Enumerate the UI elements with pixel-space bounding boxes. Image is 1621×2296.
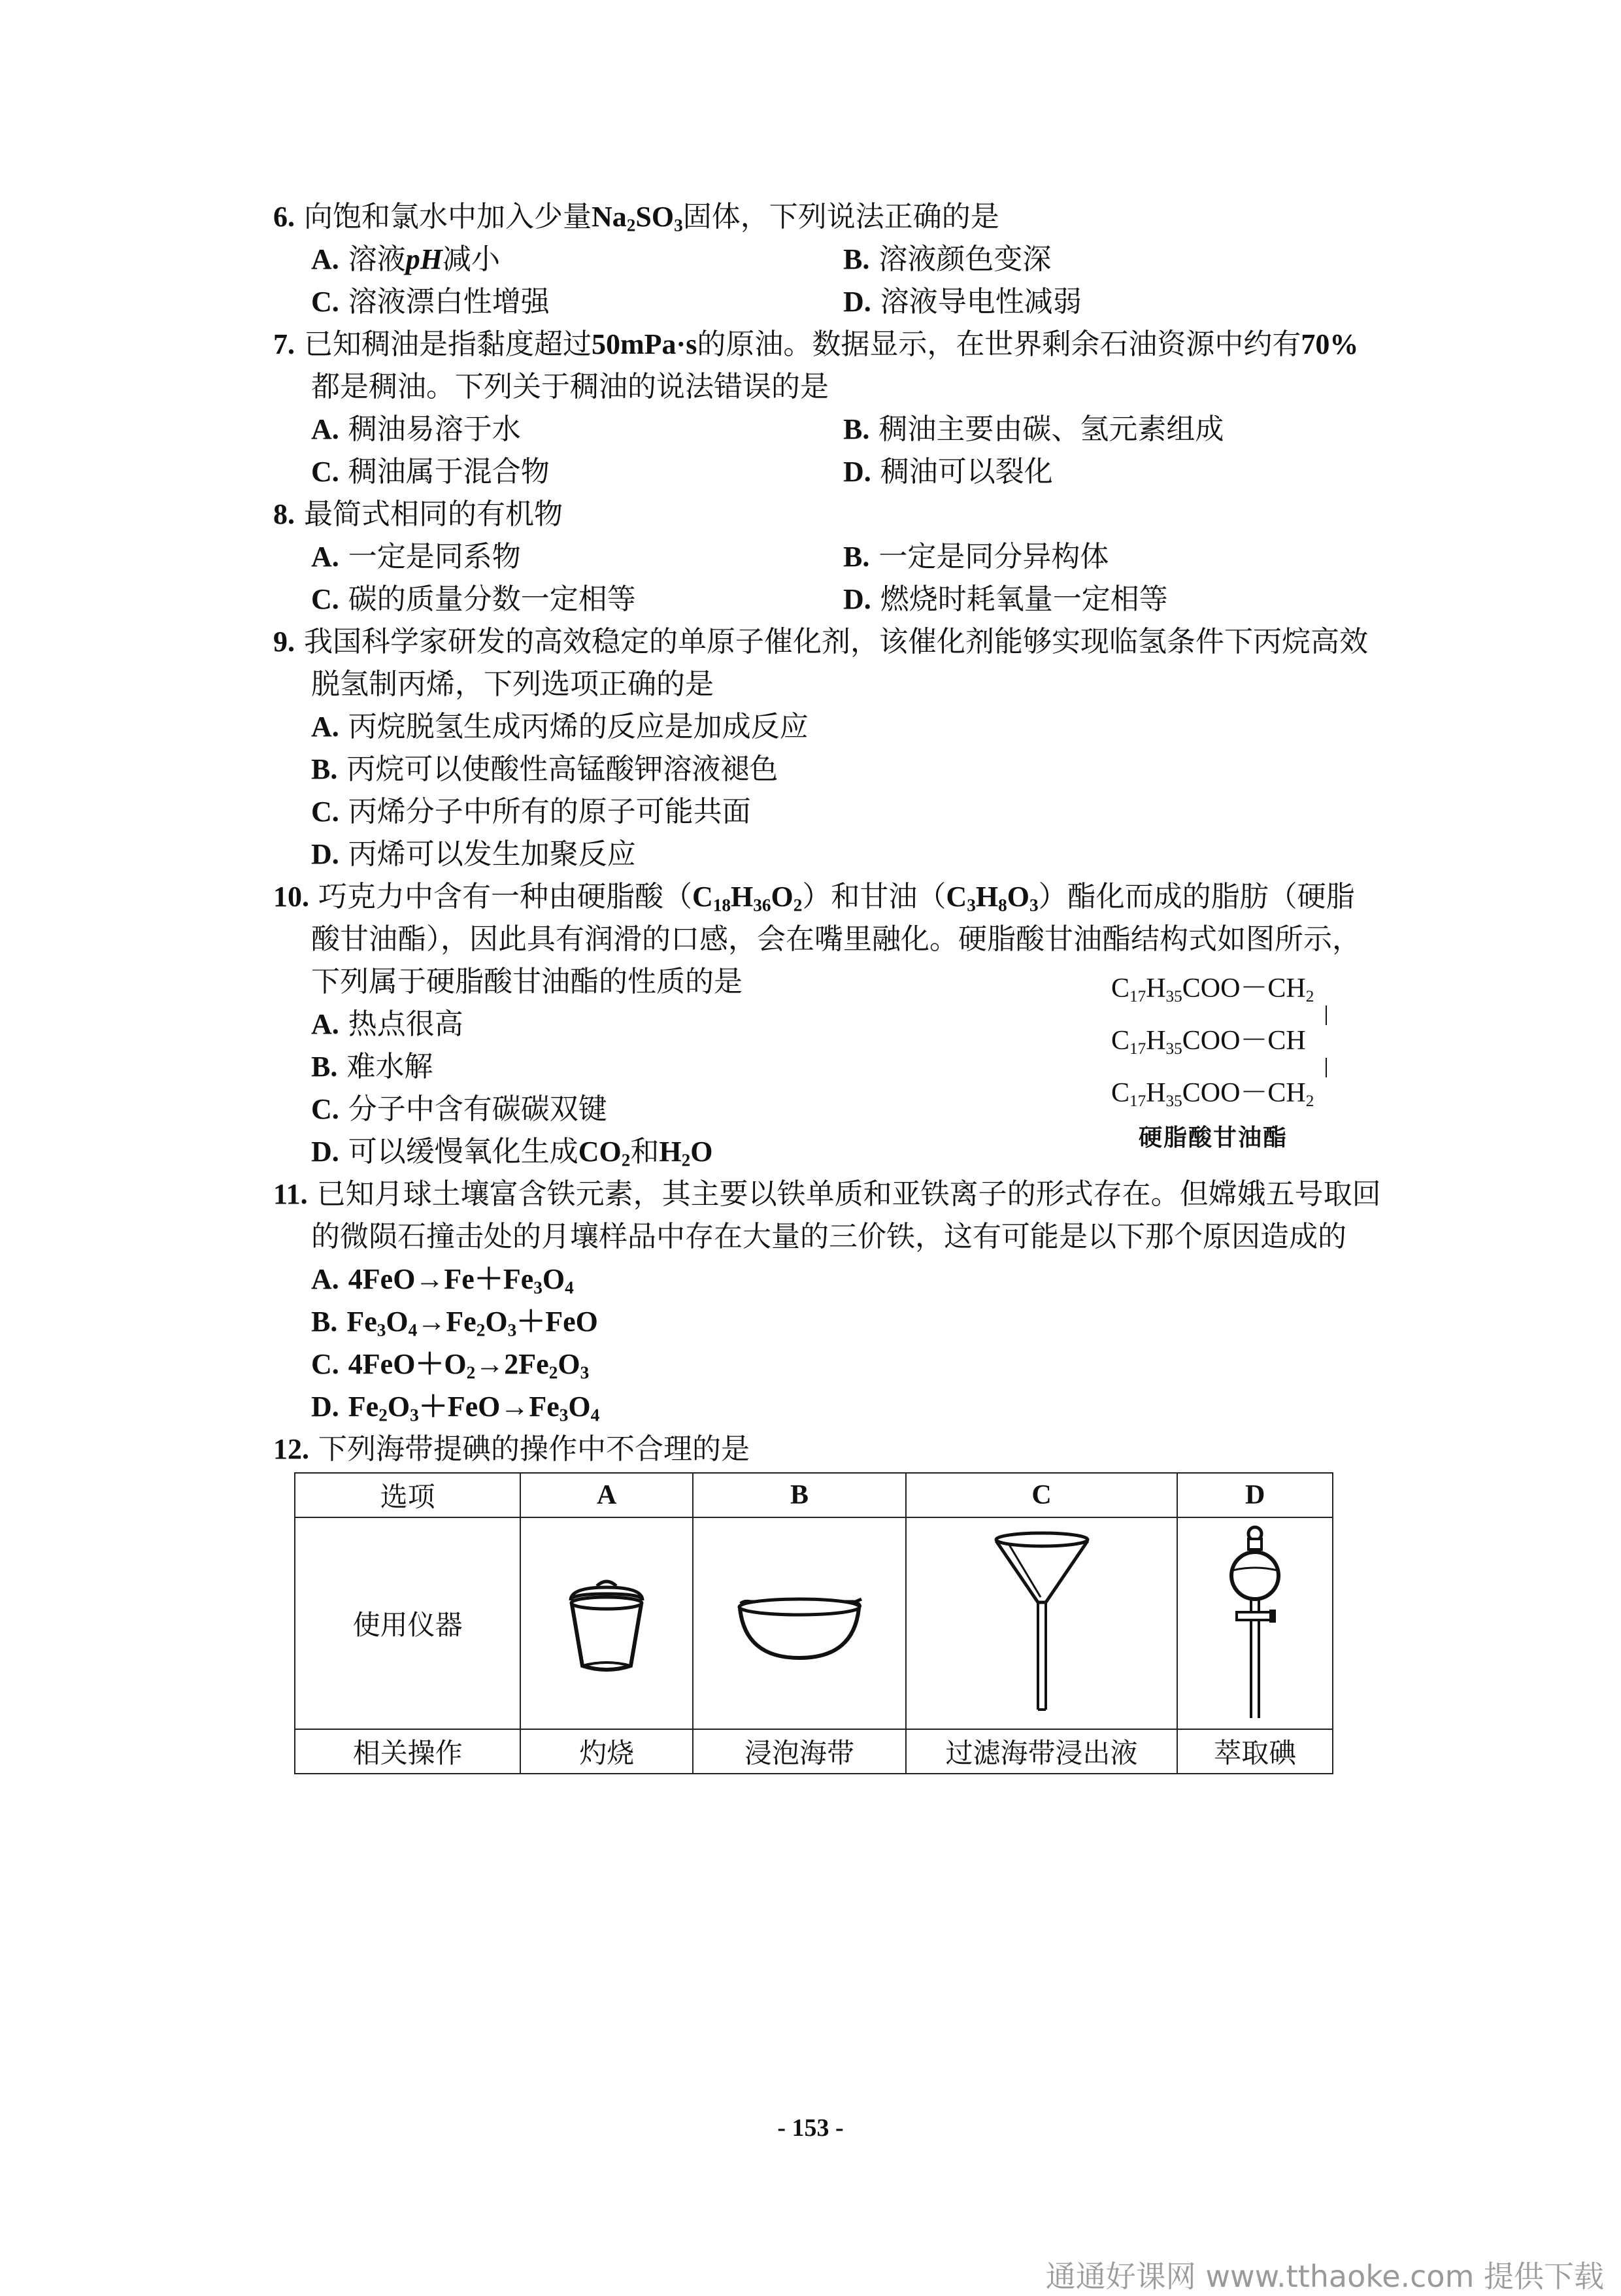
q11-option-b: B. $Fe_3O_4\to Fe_2O_3+FeO$ [311, 1306, 598, 1340]
question-6-stem: 6. 向饱和氯水中加入少量$Na_2SO_3$固体，下列说法正确的是 [273, 200, 999, 235]
q11-option-a: A. $4FeO\to Fe+Fe_3O_4$ [311, 1263, 574, 1298]
formula-na2so3: $Na_2SO_3$ [592, 201, 683, 235]
question-10-stem-line3: 下列属于硬脂酸甘油酯的性质的是 [311, 965, 743, 998]
q6-option-c: C. 溶液漂白性增强 [311, 285, 550, 318]
q6-option-a: A. 溶液pH减小 [311, 243, 501, 276]
formula-glycerol: $C_3H_8O_3$ [946, 881, 1039, 915]
question-9-stem-line1: 9. 我国科学家研发的高效稳定的单原子催化剂，该催化剂能够实现临氢条件下丙烷高效 [273, 625, 1368, 658]
q10-option-b: B. 难水解 [311, 1050, 433, 1083]
question-7-stem-line1: 7. 已知稠油是指黏度超过50mPa·s的原油。数据显示，在世界剩余石油资源中约有70% [273, 328, 1359, 361]
crucible-cell [520, 1517, 693, 1729]
table-header-a: A [520, 1473, 693, 1517]
question-10-stem-line2: 酸甘油酯），因此具有润滑的口感，会在嘴里融化。硬脂酸甘油酯结构式如图所示， [311, 922, 1361, 956]
table-header-b: B [693, 1473, 906, 1517]
row-label-operation: 相关操作 [295, 1729, 520, 1774]
q10-option-d: D. 可以缓慢氧化生成$CO_2$和$H_2O$ [311, 1135, 713, 1170]
q9-option-b: B. 丙烷可以使酸性高锰酸钾溶液褪色 [311, 752, 778, 786]
structure-row-2: $C_{17}H_{35}COO-CH$ [1111, 1026, 1306, 1058]
separatory-funnel-icon [1222, 1522, 1288, 1718]
q6-option-b: B. 溶液颜色变深 [843, 243, 1052, 276]
table-row-operations [295, 1729, 1333, 1774]
q7-option-b: B. 稠油主要由碳、氢元素组成 [843, 413, 1224, 446]
structure-bond-1 [1326, 1005, 1327, 1025]
q10-option-c: C. 分子中含有碳碳双键 [311, 1092, 607, 1126]
question-11-stem-line2: 的微陨石撞击处的月壤样品中存在大量的三价铁，这有可能是以下那个原因造成的 [311, 1220, 1346, 1253]
operation-b: 浸泡海带 [693, 1729, 906, 1774]
q8-option-a: A. 一定是同系物 [311, 540, 521, 573]
operation-c: 过滤海带浸出液 [906, 1729, 1177, 1774]
q8-option-d: D. 燃烧时耗氧量一定相等 [843, 582, 1168, 616]
question-11-stem-line1: 11. 已知月球土壤富含铁元素，其主要以铁单质和亚铁离子的形式存在。但嫦娥五号取回 [273, 1177, 1381, 1211]
evaporating-dish-icon [731, 1574, 868, 1666]
q9-option-c: C. 丙烯分子中所有的原子可能共面 [311, 795, 751, 828]
page-number: - 153 - [777, 2114, 844, 2142]
operation-a: 灼烧 [520, 1729, 693, 1774]
q11-option-d: D. $Fe_2O_3+FeO\to Fe_3O_4$ [311, 1391, 600, 1425]
instrument-table [294, 1472, 1333, 1774]
q6-option-d: D. 溶液导电性减弱 [843, 285, 1082, 318]
q9-option-a: A. 丙烷脱氢生成丙烯的反应是加成反应 [311, 710, 809, 743]
funnel-cell [906, 1517, 1177, 1729]
structure-row-1: $C_{17}H_{35}COO-CH_2$ [1111, 973, 1314, 1006]
q8-option-c: C. 碳的质量分数一定相等 [311, 582, 636, 616]
table-header-option: 选项 [295, 1473, 520, 1517]
operation-d: 萃取碘 [1177, 1729, 1333, 1774]
structure-bond-2 [1326, 1058, 1327, 1077]
question-9-stem-line2: 脱氢制丙烯，下列选项正确的是 [311, 667, 714, 701]
structure-row-3: $C_{17}H_{35}COO-CH_2$ [1111, 1078, 1314, 1111]
q10-option-a: A. 热点很高 [311, 1007, 463, 1041]
table-header-d: D [1177, 1473, 1333, 1517]
question-12-stem: 12. 下列海带提碘的操作中不合理的是 [273, 1432, 750, 1466]
table-header-row [295, 1473, 1333, 1517]
structure-caption: 硬脂酸甘油酯 [1139, 1124, 1288, 1151]
question-10-stem-line1: 10. 巧克力中含有一种由硬脂酸$(C_{18}H_{36}O_2)$和甘油$(C_3H_8O_3)$酯化而成的脂肪（硬脂 [273, 880, 1355, 915]
crucible-icon [558, 1561, 656, 1679]
question-7-stem-line2: 都是稠油。下列关于稠油的说法错误的是 [311, 370, 829, 403]
q7-option-d: D. 稠油可以裂化 [843, 455, 1053, 488]
table-row-instruments [295, 1517, 1333, 1729]
question-8-stem: 8. 最简式相同的有机物 [273, 498, 563, 531]
q11-option-c: C. $4FeO+O_2\to 2Fe_2O_3$ [311, 1348, 590, 1383]
q8-option-b: B. 一定是同分异构体 [843, 540, 1109, 573]
q7-option-c: C. 稠油属于混合物 [311, 455, 550, 488]
q9-option-d: D. 丙烯可以发生加聚反应 [311, 837, 636, 871]
row-label-instrument: 使用仪器 [295, 1517, 520, 1729]
watermark: 通通好课网 www.tthaoke.com 提供下载 [1045, 2259, 1604, 2294]
evaporating-dish-cell [693, 1517, 906, 1729]
funnel-icon [990, 1525, 1094, 1715]
q7-option-a: A. 稠油易溶于水 [311, 413, 521, 446]
table-header-c: C [906, 1473, 1177, 1517]
formula-stearic-acid: $C_{18}H_{36}O_2$ [692, 881, 803, 915]
separatory-funnel-cell [1177, 1517, 1333, 1729]
